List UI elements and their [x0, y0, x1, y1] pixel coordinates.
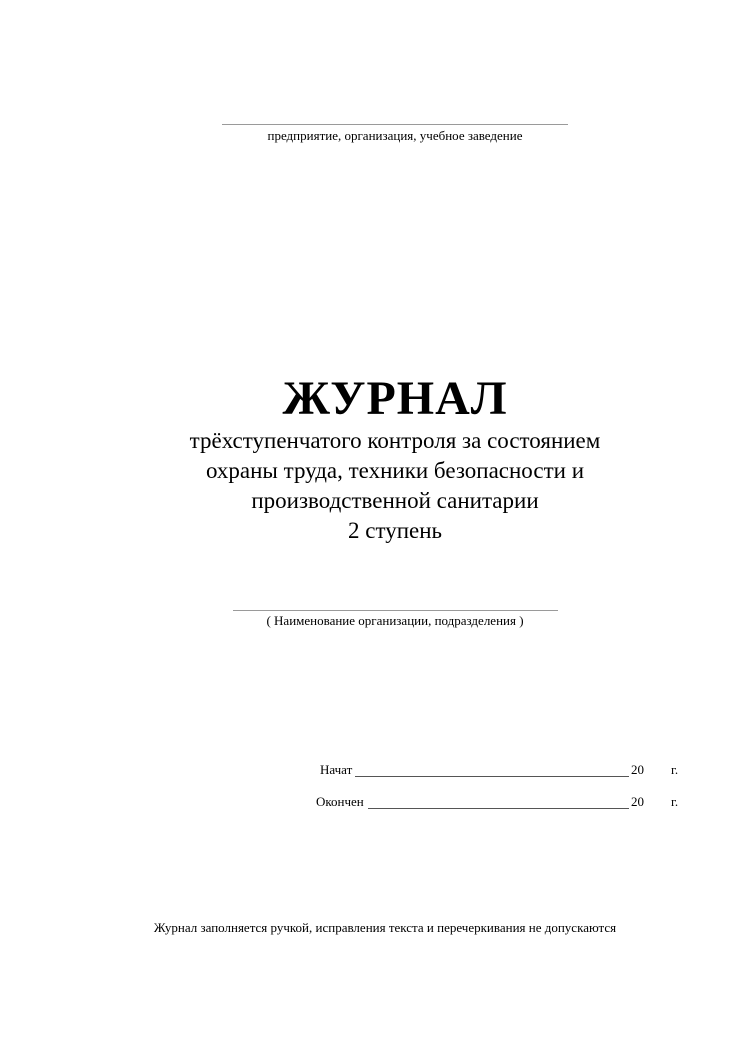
end-date-year-prefix: 20 — [631, 794, 644, 809]
start-date-year-suffix: г. — [671, 762, 679, 777]
start-date-fill-line — [355, 776, 629, 777]
journal-subtitle-line-3: производственной санитарии — [251, 488, 539, 513]
journal-title: ЖУРНАЛ — [282, 372, 508, 425]
journal-subtitle-line-2: охраны труда, техники безопасности и — [205, 458, 585, 483]
organization-fill-line — [222, 124, 568, 125]
journal-subtitle-line-1: трёхступенчатого контроля за состоянием — [189, 428, 601, 453]
organization-caption: предприятие, организация, учебное заведение — [267, 128, 523, 143]
filling-instructions-note: Журнал заполняется ручкой, исправления текста и перечеркивания не допускаются — [153, 920, 617, 935]
end-date-fill-line — [368, 808, 629, 809]
start-date-label: Начат — [320, 762, 353, 777]
end-date-year-suffix: г. — [671, 794, 679, 809]
department-caption: ( Наименование организации, подразделения ) — [266, 613, 524, 628]
journal-level-line: 2 ступень — [347, 518, 443, 543]
start-date-year-prefix: 20 — [631, 762, 644, 777]
end-date-label: Окончен — [316, 794, 364, 809]
department-fill-line — [233, 610, 558, 611]
